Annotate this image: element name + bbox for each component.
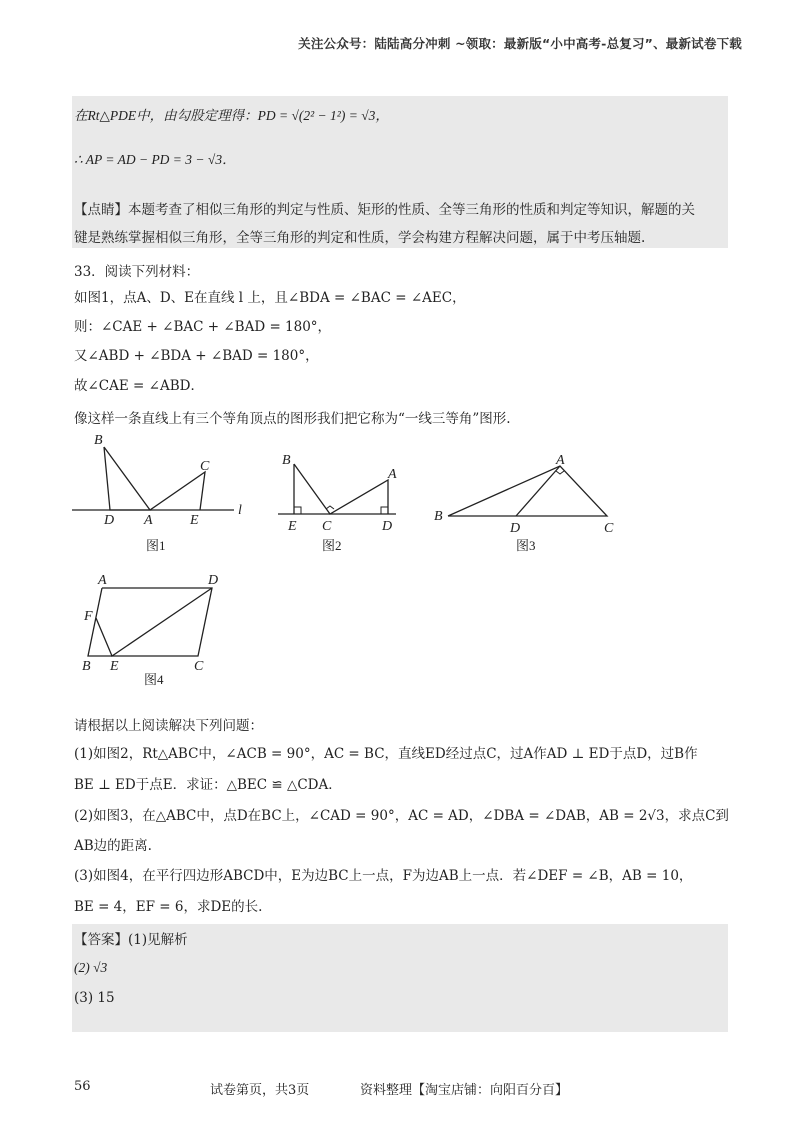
fig2-label-a: A <box>388 467 397 482</box>
fig1-label-e: E <box>190 513 199 528</box>
comment-line-2: 键是熟练掌握相似三角形，全等三角形的判定和性质，学会构建方程解决问题，属于中考压轴题. <box>74 230 646 246</box>
fig4-label-d: D <box>208 573 219 588</box>
question-1b: BE ⊥ ED于点E．求证：△BEC ≌ △CDA． <box>74 777 342 793</box>
fig3-label-a: A <box>556 453 565 468</box>
questions-intro: 请根据以上阅读解决下列问题： <box>74 718 263 734</box>
problem-line-1: 如图1，点A、D、E在直线 l 上，且∠BDA = ∠BAC = ∠AEC， <box>74 290 466 306</box>
footer-source: 资料整理【淘宝店铺：向阳百分百】 <box>360 1083 569 1098</box>
answer-3: (3) 15 <box>74 990 115 1006</box>
figure-4 <box>78 572 238 690</box>
footer-pages: 试卷第页，共3页 <box>210 1083 310 1098</box>
solution-line-2: ∴ AP = AD − PD = 3 − √3． <box>74 152 236 167</box>
fig3-label-c: C <box>604 521 614 536</box>
fig2-label-c: C <box>322 519 332 534</box>
problem-line-4: 故∠CAE = ∠ABD． <box>74 378 204 394</box>
figure-2 <box>278 450 408 558</box>
answer-1: 【答案】(1)见解析 <box>74 932 188 948</box>
fig1-label-l: l <box>238 503 242 518</box>
fig4-caption: 图4 <box>144 672 164 687</box>
solution-line-1: 在Rt△PDE中，由勾股定理得：PD = √(2² − 1²) = √3， <box>74 108 389 123</box>
fig4-label-b: B <box>82 659 91 674</box>
fig2-label-e: E <box>288 519 297 534</box>
figure-3 <box>432 452 632 557</box>
figure-1 <box>72 432 252 557</box>
question-3a: (3)如图4，在平行四边形ABCD中，E为边BC上一点，F为边AB上一点．若∠DEF = ∠B，AB = 10， <box>74 868 693 884</box>
fig3-caption: 图3 <box>516 538 536 553</box>
answer-2: (2) √3 <box>74 960 108 975</box>
fig4-label-f: F <box>84 609 93 624</box>
question-1a: (1)如图2，Rt△ABC中，∠ACB = 90°，AC = BC，直线ED经过点C，过A作AD ⊥ ED于点D，过B作 <box>74 746 698 762</box>
problem-line-2: 则：∠CAE + ∠BAC + ∠BAD = 180°， <box>74 319 332 335</box>
page-header: 关注公众号：陆陆高分冲刺 ~领取：最新版“小中高考-总复习”、最新试卷下载 <box>298 36 742 51</box>
fig2-label-d: D <box>382 519 393 534</box>
fig2-label-b: B <box>282 453 291 468</box>
page-number: 56 <box>74 1079 91 1094</box>
fig1-label-c: C <box>200 459 210 474</box>
question-3b: BE = 4，EF = 6，求DE的长. <box>74 899 263 915</box>
fig4-label-c: C <box>194 659 204 674</box>
fig4-label-a: A <box>98 573 107 588</box>
fig1-label-a: A <box>144 513 153 528</box>
fig4-label-e: E <box>110 659 119 674</box>
question-2b: AB边的距离. <box>74 838 152 854</box>
fig3-label-d: D <box>510 521 521 536</box>
fig2-caption: 图2 <box>322 538 342 553</box>
fig1-label-b: B <box>94 433 103 448</box>
question-2a: (2)如图3，在△ABC中，点D在BC上，∠CAD = 90°，AC = AD，∠DBA = ∠DAB，AB = 2√3，求点C到 <box>74 808 729 824</box>
fig1-caption: 图1 <box>146 538 166 553</box>
fig3-label-b: B <box>434 509 443 524</box>
problem-line-3: 又∠ABD + ∠BDA + ∠BAD = 180°， <box>74 348 319 364</box>
comment-line-1: 【点睛】本题考查了相似三角形的判定与性质、矩形的性质、全等三角形的性质和判定等知识，解题的关 <box>74 202 695 218</box>
problem-line-5: 像这样一条直线上有三个等角顶点的图形我们把它称为“一线三等角”图形. <box>74 411 511 427</box>
problem-title: 33．阅读下列材料： <box>74 264 200 280</box>
fig1-label-d: D <box>104 513 115 528</box>
